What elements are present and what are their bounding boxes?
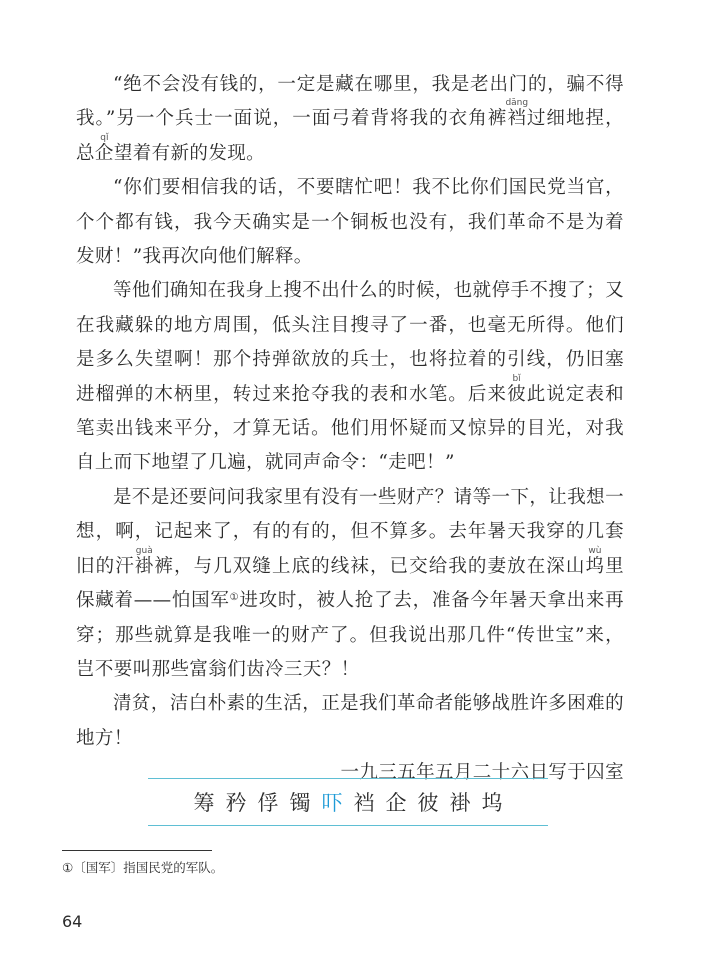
ruby-base: 企 [94,142,114,164]
paragraph-4 [76,481,624,687]
paragraph-3 [76,274,624,480]
vocabulary-box [148,778,548,826]
pinyin-annotation: dāng [505,98,529,109]
vocab-char: 俘 [257,791,279,815]
pinyin-annotation: wù [585,545,605,556]
vocab-char-highlighted: 吓 [321,791,343,815]
vocab-char: 褂 [449,791,471,815]
paragraph-5: 清贫，洁白朴素的生活，正是我们革命者能够战胜许多困难的地方！ [76,693,624,749]
ruby-wu [585,545,606,577]
ruby-dang [505,98,529,130]
body-text [76,68,624,791]
ruby-base: 裆 [505,108,529,130]
paragraph-4-text-d: 进攻时，被人抢了去，准备今年暑天拿出来再穿；那些就算是我唯一的财产了。但我说出那几件“传世宝”来，岂不要叫那些富翁们齿冷三天？！ [76,590,624,680]
ruby-bi [507,373,527,405]
ruby-base: 褂 [134,555,155,577]
footnote: ①〔国军〕指国民党的军队。 [62,860,224,875]
page-number: 64 [62,912,83,931]
dateline: 一九三五年五月二十六日写于囚室 [340,762,624,784]
paragraph-2: “你们要相信我的话，不要瞎忙吧！我不比你们国民党当官，个个都有钱，我今天确实是一个铜板也没有，我们革命不是为着发财！”我再次向他们解释。 [76,177,624,268]
paragraph-4-text-c: 里保藏着——怕国军 [76,555,625,612]
paragraph-4-text-a: 是不是还要问问我家里有没有一些财产？请等一下，让我想一想，啊，记起来了，有的有的，但不算多。去年暑天我穿的几套旧的汗 [76,486,624,577]
pinyin-annotation: bǐ [507,373,526,384]
vocab-char: 镯 [289,791,311,815]
ruby-base: 坞 [585,555,606,577]
footnote-reference[interactable]: ① [229,592,240,604]
paragraph-1-text-a: “绝不会没有钱的，一定是藏在哪里，我是老出门的，骗不得我。”另一个兵士一面说，一面弓着背将我的衣角裤 [76,74,624,130]
vocab-char: 坞 [481,791,503,815]
ruby-qi [94,132,114,164]
paragraph-4-text-b: 裤，与几双缝上底的线袜，已交给我的妻放在深山 [154,555,586,577]
vocab-char: 矜 [225,791,247,815]
vocab-char: 彼 [417,791,439,815]
paragraph-3-text-b: 此说定表和笔卖出钱来平分，才算无话。他们用怀疑而又惊异的目光，对我自上而下地望了几遍，就同声命令：“走吧！” [76,383,624,474]
footnote-divider [62,850,212,851]
pinyin-annotation: guà [134,545,154,556]
vocab-char: 企 [385,791,407,815]
paragraph-1 [76,68,624,171]
ruby-base: 彼 [507,383,527,405]
paragraph-1-text-c: 望着有新的发现。 [113,142,266,164]
ruby-gua [134,545,155,577]
paragraph-3-text-a: 等他们确知在我身上搜不出什么的时候，也就停手不搜了；又在我藏躲的地方周围，低头注目搜寻了一番，也毫无所得。他们是多么失望啊！那个持弹欲放的兵士，也将拉着的引线，仍旧塞进榴弹的木柄里，转过来抢夺我的表和水笔。后来 [76,280,624,405]
vocab-char: 筹 [193,791,215,815]
paragraph-1-text-b: 过细地捏，总 [76,108,624,164]
vocab-char: 裆 [353,791,375,815]
pinyin-annotation: qǐ [94,132,114,143]
